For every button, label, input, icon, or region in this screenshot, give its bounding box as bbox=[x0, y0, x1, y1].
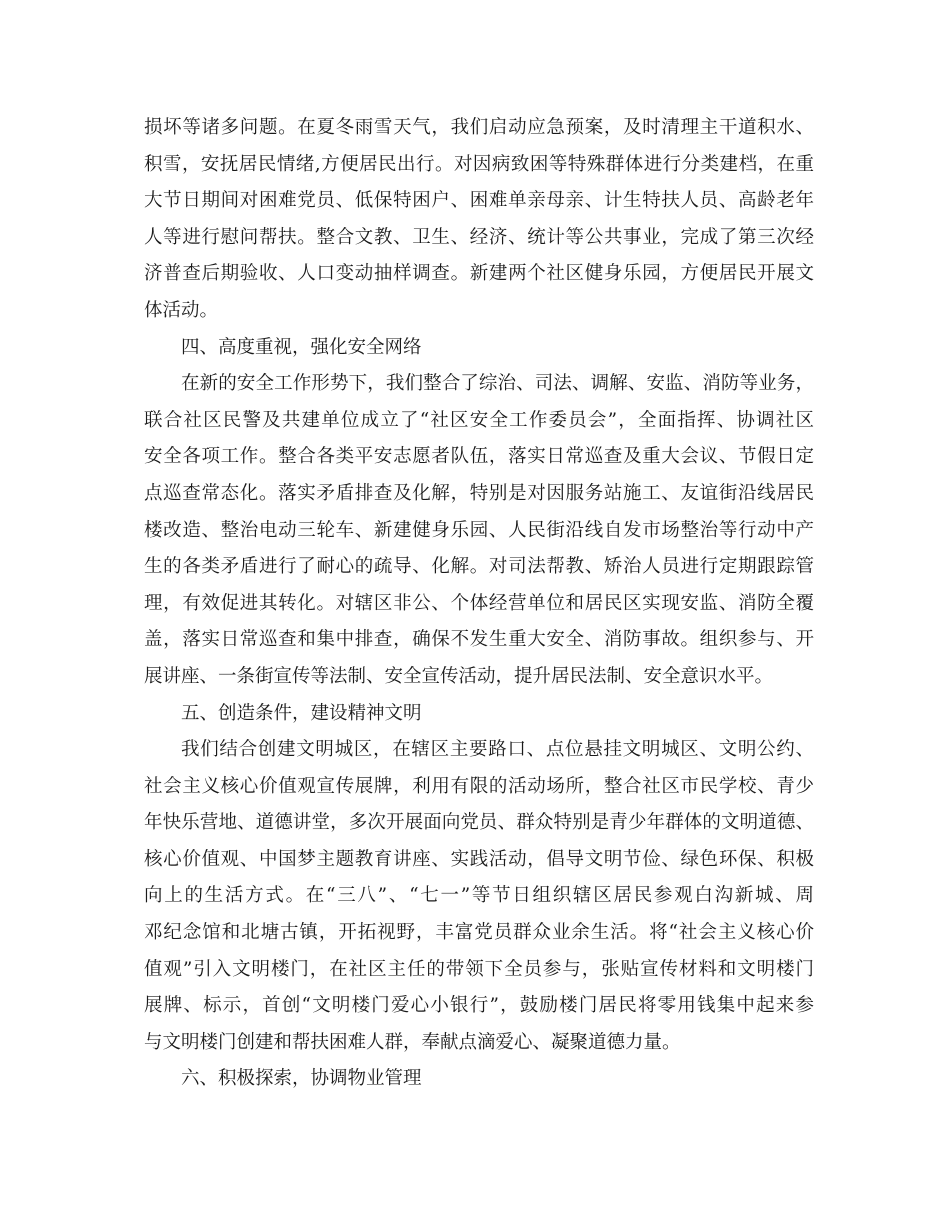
paragraph-safety bbox=[144, 366, 814, 695]
paragraph-service bbox=[144, 110, 814, 330]
text-line: 安全各项工作。整合各类平安志愿者队伍，落实日常巡查及重大会议、节假日定 bbox=[144, 446, 814, 468]
text-line: 我们结合创建文明城区，在辖区主要路口、点位悬挂文明城区、文明公约、 bbox=[181, 739, 814, 761]
text-line: 核心价值观、中国梦主题教育讲座、实践活动，倡导文明节俭、绿色环保、积极 bbox=[144, 848, 814, 870]
text-line: 济普查后期验收、人口变动抽样调查。新建两个社区健身乐园，方便居民开展文 bbox=[144, 263, 814, 285]
text-line: 体活动。 bbox=[144, 299, 219, 321]
text-line: 生的各类矛盾进行了耐心的疏导、化解。对司法帮教、矫治人员进行定期跟踪管 bbox=[144, 556, 814, 578]
text-line: 联合社区民警及共建单位成立了“社区安全工作委员会”，全面指挥、协调社区 bbox=[144, 409, 814, 431]
document-body bbox=[144, 110, 814, 1098]
text-line: 展牌、标示，首创“文明楼门爱心小银行”，鼓励楼门居民将零用钱集中起来参 bbox=[144, 995, 814, 1017]
section-heading-4: 四、高度重视，强化安全网络 bbox=[181, 336, 422, 358]
text-line: 与文明楼门创建和帮扶困难人群，奉献点滴爱心、凝聚道德力量。 bbox=[144, 1031, 681, 1053]
text-line: 在新的安全工作形势下，我们整合了综治、司法、调解、安监、消防等业务， bbox=[181, 373, 814, 395]
text-line: 值观”引入文明楼门，在社区主任的带领下全员参与，张贴宣传材料和文明楼门 bbox=[144, 958, 814, 980]
text-line: 积雪，安抚居民情绪,方便居民出行。对因病致困等特殊群体进行分类建档，在重 bbox=[144, 153, 814, 175]
text-line: 大节日期间对困难党员、低保特困户、困难单亲母亲、计生特扶人员、高龄老年 bbox=[144, 190, 814, 212]
text-line: 向上的生活方式。在“三八”、“七一”等节日组织辖区居民参观白沟新城、周 bbox=[144, 885, 814, 907]
text-line: 年快乐营地、道德讲堂，多次开展面向党员、群众特别是青少年群体的文明道德、 bbox=[144, 812, 814, 834]
text-line: 理，有效促进其转化。对辖区非公、个体经营单位和居民区实现安监、消防全覆 bbox=[144, 592, 814, 614]
text-line: 人等进行慰问帮扶。整合文教、卫生、经济、统计等公共事业，完成了第三次经 bbox=[144, 226, 814, 248]
text-line: 楼改造、整治电动三轮车、新建健身乐园、人民街沿线自发市场整治等行动中产 bbox=[144, 519, 814, 541]
text-line: 盖，落实日常巡查和集中排查，确保不发生重大安全、消防事故。组织参与、开 bbox=[144, 629, 814, 651]
text-line: 邓纪念馆和北塘古镇，开拓视野，丰富党员群众业余生活。将“社会主义核心价 bbox=[144, 922, 814, 944]
text-line: 点巡查常态化。落实矛盾排查及化解，特别是对因服务站施工、友谊街沿线居民 bbox=[144, 482, 814, 504]
text-line: 展讲座、一条街宣传等法制、安全宣传活动，提升居民法制、安全意识水平。 bbox=[144, 665, 774, 687]
text-line: 社会主义核心价值观宣传展牌，利用有限的活动场所，整合社区市民学校、青少 bbox=[144, 775, 814, 797]
section-heading-6: 六、积极探索，协调物业管理 bbox=[181, 1068, 422, 1090]
section-heading-5: 五、创造条件，建设精神文明 bbox=[181, 702, 422, 724]
paragraph-civilization bbox=[144, 732, 814, 1061]
text-line: 损坏等诸多问题。在夏冬雨雪天气，我们启动应急预案，及时清理主干道积水、 bbox=[144, 117, 814, 138]
